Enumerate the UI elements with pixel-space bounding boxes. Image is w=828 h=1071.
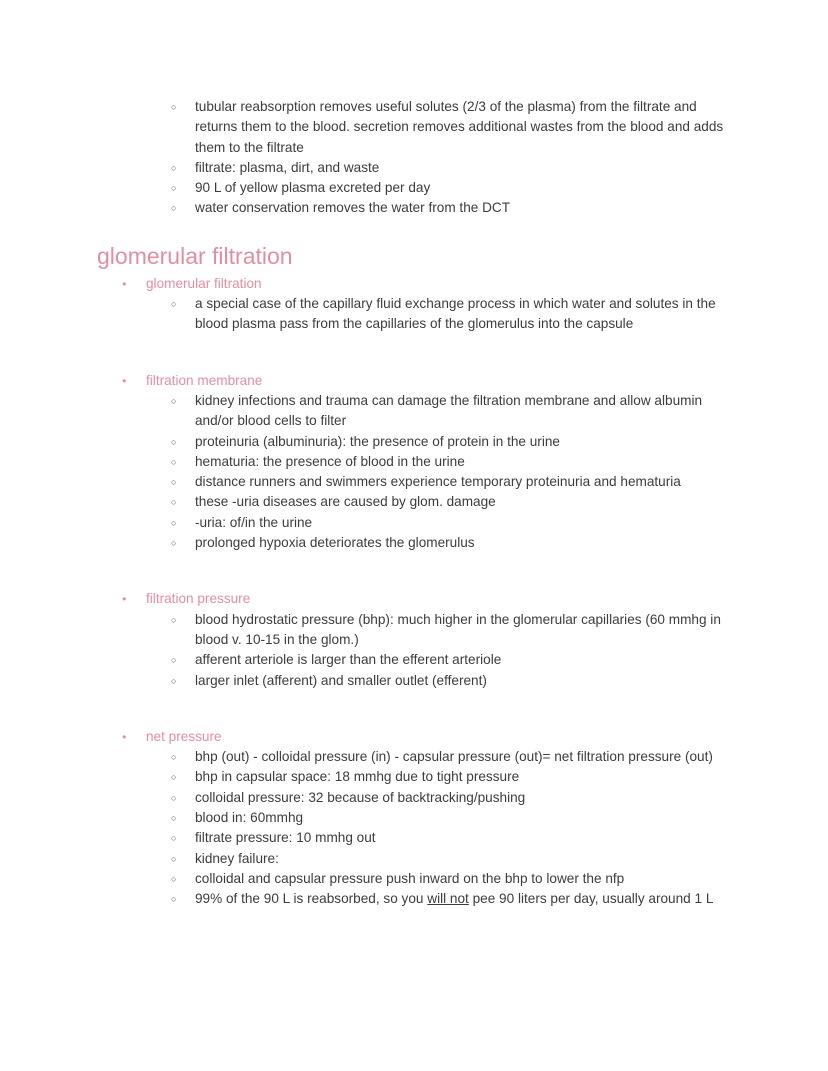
circle-bullet-icon: ○ bbox=[171, 477, 177, 488]
text-segment: larger inlet (afferent) and smaller outlet (efferent) bbox=[195, 672, 487, 688]
list-item bbox=[97, 472, 732, 492]
list-item-text bbox=[195, 472, 732, 492]
circle-bullet-icon: ○ bbox=[171, 456, 177, 467]
underlined-text: will not bbox=[427, 891, 469, 907]
circle-bullet-icon: ○ bbox=[171, 395, 177, 406]
text-segment: blood hydrostatic pressure (bhp): much higher in the glomerular capillaries (60 mmhg in blood v. 10-15 in the glom.) bbox=[195, 611, 721, 647]
list-item-text bbox=[195, 747, 732, 767]
list-item bbox=[97, 432, 732, 452]
list-item-text bbox=[195, 432, 732, 452]
circle-bullet-icon: ○ bbox=[171, 183, 177, 194]
list-item bbox=[97, 650, 732, 670]
page-title: glomerular filtration bbox=[97, 242, 293, 269]
note-section bbox=[97, 727, 732, 910]
text-segment: distance runners and swimmers experience temporary proteinuria and hematuria bbox=[195, 474, 681, 490]
text-segment: kidney failure: bbox=[195, 850, 279, 866]
section-item-list bbox=[97, 391, 732, 553]
bullet-dot-icon: ● bbox=[122, 278, 127, 288]
bullet-dot-icon: ● bbox=[122, 375, 127, 385]
section-title: filtration pressure bbox=[146, 591, 251, 607]
list-item-text bbox=[195, 533, 732, 553]
circle-bullet-icon: ○ bbox=[171, 436, 177, 447]
list-item-text bbox=[195, 198, 732, 218]
list-item bbox=[97, 452, 732, 472]
circle-bullet-icon: ○ bbox=[171, 873, 177, 884]
text-segment: filtrate: plasma, dirt, and waste bbox=[195, 159, 380, 175]
circle-bullet-icon: ○ bbox=[171, 497, 177, 508]
list-item-text bbox=[195, 158, 732, 178]
section-title: glomerular filtration bbox=[146, 275, 262, 291]
list-item-text bbox=[195, 97, 732, 158]
text-segment: pee 90 liters per day, usually around 1 L bbox=[468, 891, 714, 907]
list-item-text bbox=[195, 610, 732, 651]
text-segment: colloidal pressure: 32 because of backtracking/pushing bbox=[195, 789, 526, 805]
list-item bbox=[97, 513, 732, 533]
circle-bullet-icon: ○ bbox=[171, 299, 177, 310]
list-item-text bbox=[195, 808, 732, 828]
list-item-text bbox=[195, 492, 732, 512]
list-item-text bbox=[195, 178, 732, 198]
list-item bbox=[97, 610, 732, 651]
text-segment: bhp in capsular space: 18 mmhg due to tight pressure bbox=[195, 769, 520, 785]
list-item bbox=[97, 198, 732, 218]
list-item bbox=[97, 808, 732, 828]
section-heading-row bbox=[97, 274, 732, 294]
list-item-text bbox=[195, 294, 732, 335]
list-item bbox=[97, 889, 732, 909]
bullet-dot-icon: ● bbox=[122, 594, 127, 604]
list-item-text bbox=[195, 452, 732, 472]
text-segment: prolonged hypoxia deteriorates the glomerulus bbox=[195, 535, 475, 551]
text-segment: kidney infections and trauma can damage the filtration membrane and allow albumin and/or blood cells to filter bbox=[195, 392, 703, 429]
list-item-text bbox=[195, 849, 732, 869]
list-item-text bbox=[195, 767, 732, 787]
list-item-text bbox=[195, 869, 732, 889]
circle-bullet-icon: ○ bbox=[171, 752, 177, 763]
text-segment: blood in: 60mmhg bbox=[195, 810, 304, 826]
text-segment: 99% of the 90 L is reabsorbed, so you bbox=[195, 891, 428, 907]
circle-bullet-icon: ○ bbox=[171, 853, 177, 864]
circle-bullet-icon: ○ bbox=[171, 517, 177, 528]
circle-bullet-icon: ○ bbox=[171, 894, 177, 905]
text-segment: a special case of the capillary fluid exchange process in which water and solutes in the blood plasma pass from the capillaries of the glomerulus into the capsule bbox=[195, 296, 716, 332]
circle-bullet-icon: ○ bbox=[171, 203, 177, 214]
section-title: net pressure bbox=[146, 728, 222, 744]
text-segment: 90 L of yellow plasma excreted per day bbox=[195, 180, 431, 196]
list-item bbox=[97, 747, 732, 767]
list-item bbox=[97, 849, 732, 869]
section-item-list bbox=[97, 747, 732, 909]
intro-list bbox=[97, 97, 732, 219]
circle-bullet-icon: ○ bbox=[171, 614, 177, 625]
section-heading-row bbox=[97, 727, 732, 747]
text-segment: bhp (out) - colloidal pressure (in) - capsular pressure (out)= net filtration pressure (out) bbox=[195, 749, 713, 765]
text-segment: -uria: of/in the urine bbox=[195, 514, 313, 530]
section-heading-row bbox=[97, 371, 732, 391]
list-item bbox=[97, 97, 732, 158]
list-item bbox=[97, 391, 732, 432]
list-item bbox=[97, 767, 732, 787]
circle-bullet-icon: ○ bbox=[171, 675, 177, 686]
circle-bullet-icon: ○ bbox=[171, 813, 177, 824]
section-item-list bbox=[97, 294, 732, 335]
circle-bullet-icon: ○ bbox=[171, 102, 177, 112]
list-item-text bbox=[195, 828, 732, 848]
list-item bbox=[97, 671, 732, 691]
list-item bbox=[97, 158, 732, 178]
text-segment: filtrate pressure: 10 mmhg out bbox=[195, 830, 376, 846]
list-item bbox=[97, 788, 732, 808]
list-item bbox=[97, 533, 732, 553]
circle-bullet-icon: ○ bbox=[171, 772, 177, 783]
note-section bbox=[97, 274, 732, 335]
text-segment: colloidal and capsular pressure push inward on the bhp to lower the nfp bbox=[195, 870, 625, 886]
list-item bbox=[97, 828, 732, 848]
circle-bullet-icon: ○ bbox=[171, 655, 177, 666]
circle-bullet-icon: ○ bbox=[171, 792, 177, 803]
list-item-text bbox=[195, 889, 732, 909]
list-item-text bbox=[195, 788, 732, 808]
note-section bbox=[97, 371, 732, 554]
list-item-text bbox=[195, 650, 732, 670]
section-item-list bbox=[97, 610, 732, 691]
list-item-text bbox=[195, 391, 732, 432]
list-item bbox=[97, 178, 732, 198]
bullet-dot-icon: ● bbox=[122, 731, 127, 741]
list-item-text bbox=[195, 671, 732, 691]
text-segment: afferent arteriole is larger than the efferent arteriole bbox=[195, 652, 502, 668]
circle-bullet-icon: ○ bbox=[171, 538, 177, 549]
list-item bbox=[97, 294, 732, 335]
list-item-text bbox=[195, 513, 732, 533]
section-title: filtration membrane bbox=[146, 372, 263, 388]
text-segment: water conservation removes the water from the DCT bbox=[195, 200, 511, 216]
list-item bbox=[97, 869, 732, 889]
text-segment: tubular reabsorption removes useful solutes (2/3 of the plasma) from the filtrate and returns them to the blood. secretion removes additional wastes from the blood and adds them to the filtrate bbox=[195, 99, 724, 155]
note-section bbox=[97, 589, 732, 690]
text-segment: hematuria: the presence of blood in the urine bbox=[195, 453, 465, 469]
section-heading-row bbox=[97, 589, 732, 609]
text-segment: proteinuria (albuminuria): the presence of protein in the urine bbox=[195, 433, 560, 449]
circle-bullet-icon: ○ bbox=[171, 833, 177, 844]
sections-container bbox=[97, 274, 732, 910]
list-item bbox=[97, 492, 732, 512]
circle-bullet-icon: ○ bbox=[171, 162, 177, 173]
text-segment: these -uria diseases are caused by glom. damage bbox=[195, 494, 496, 510]
